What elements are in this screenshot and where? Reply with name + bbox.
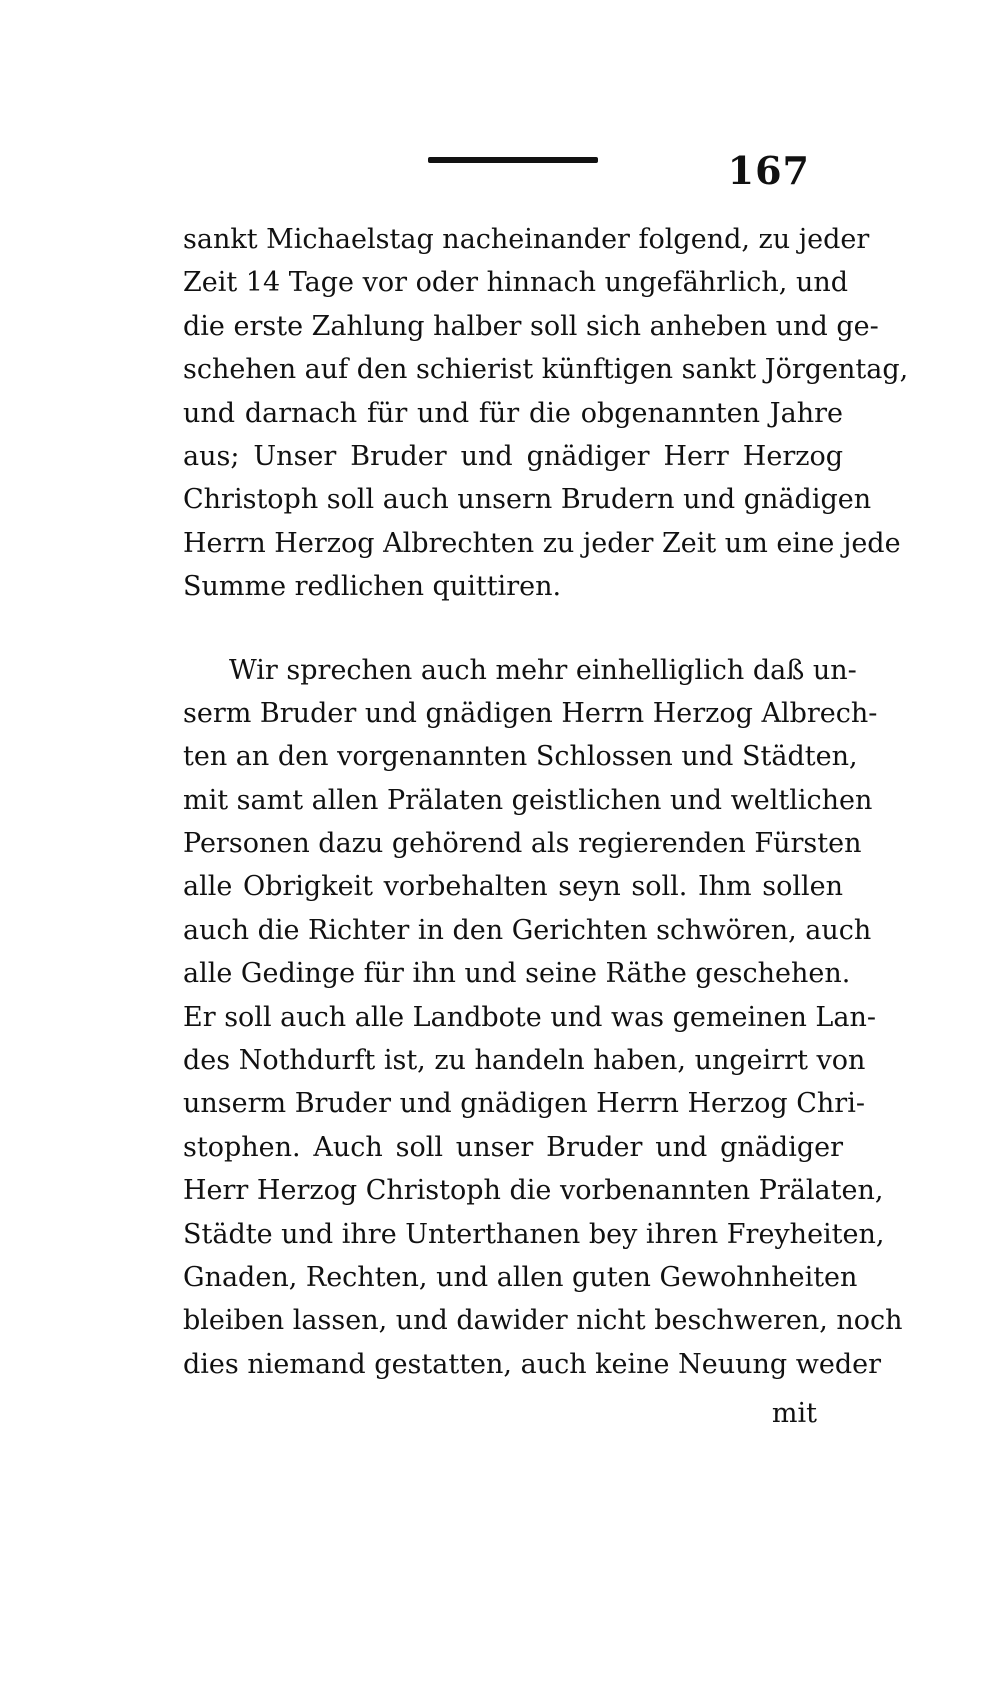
text-line: Christoph soll auch unsern Brudern und gnädigen xyxy=(183,484,872,516)
text-line: stophen. Auch soll unser Bruder und gnädiger xyxy=(183,1131,843,1163)
text-line: mit samt allen Prälaten geistlichen und weltlichen xyxy=(183,784,873,816)
paragraph-gap xyxy=(183,609,843,649)
text-line: alle Gedinge für ihn und seine Räthe geschehen. xyxy=(183,958,851,990)
text-line: sankt Michaelstag nacheinander folgend, zu jeder xyxy=(183,224,870,255)
text-line: schehen auf den schierist künftigen sankt Jörgentag, xyxy=(183,354,909,386)
text-line: Wir sprechen auch mehr einhelliglich daß un- xyxy=(229,654,857,686)
text-line: bleiben lassen, und dawider nicht beschweren, noch xyxy=(183,1305,903,1337)
text-line: und darnach für und für die obgenannten Jahre xyxy=(183,397,843,429)
text-line: des Nothdurft ist, zu handeln haben, ungeirrt von xyxy=(183,1045,866,1077)
catchword: mit xyxy=(771,1398,817,1429)
header-rule xyxy=(428,157,598,163)
text-line: Personen dazu gehörend als regierenden Fürsten xyxy=(183,828,862,860)
page-number: 167 xyxy=(727,148,810,193)
text-line: ten an den vorgenannten Schlossen und Städten, xyxy=(183,741,858,773)
text-line: Gnaden, Rechten, und allen guten Gewohnheiten xyxy=(183,1261,858,1293)
text-line: Summe redlichen quittiren. xyxy=(183,571,562,603)
text-line: Zeit 14 Tage vor oder hinnach ungefährlich, und xyxy=(183,267,849,299)
text-line: die erste Zahlung halber soll sich anheben und ge- xyxy=(183,310,879,342)
text-line: dies niemand gestatten, auch keine Neuung weder xyxy=(183,1348,881,1380)
text-line: unserm Bruder und gnädigen Herrn Herzog Chri- xyxy=(183,1088,865,1120)
text-line: serm Bruder und gnädigen Herrn Herzog Albrech- xyxy=(183,697,878,729)
body-text xyxy=(183,218,909,1386)
text-line: Städte und ihre Unterthanen bey ihren Freyheiten, xyxy=(183,1218,885,1250)
text-line: auch die Richter in den Gerichten schwören, auch xyxy=(183,914,872,946)
text-line: aus; Unser Bruder und gnädiger Herr Herzog xyxy=(183,440,843,472)
text-line: Herrn Herzog Albrechten zu jeder Zeit um eine jede xyxy=(183,527,901,559)
text-line: Herr Herzog Christoph die vorbenannten Prälaten, xyxy=(183,1175,884,1207)
text-line: alle Obrigkeit vorbehalten seyn soll. Ihm sollen xyxy=(183,871,843,903)
text-line: Er soll auch alle Landbote und was gemeinen Lan- xyxy=(183,1001,876,1033)
